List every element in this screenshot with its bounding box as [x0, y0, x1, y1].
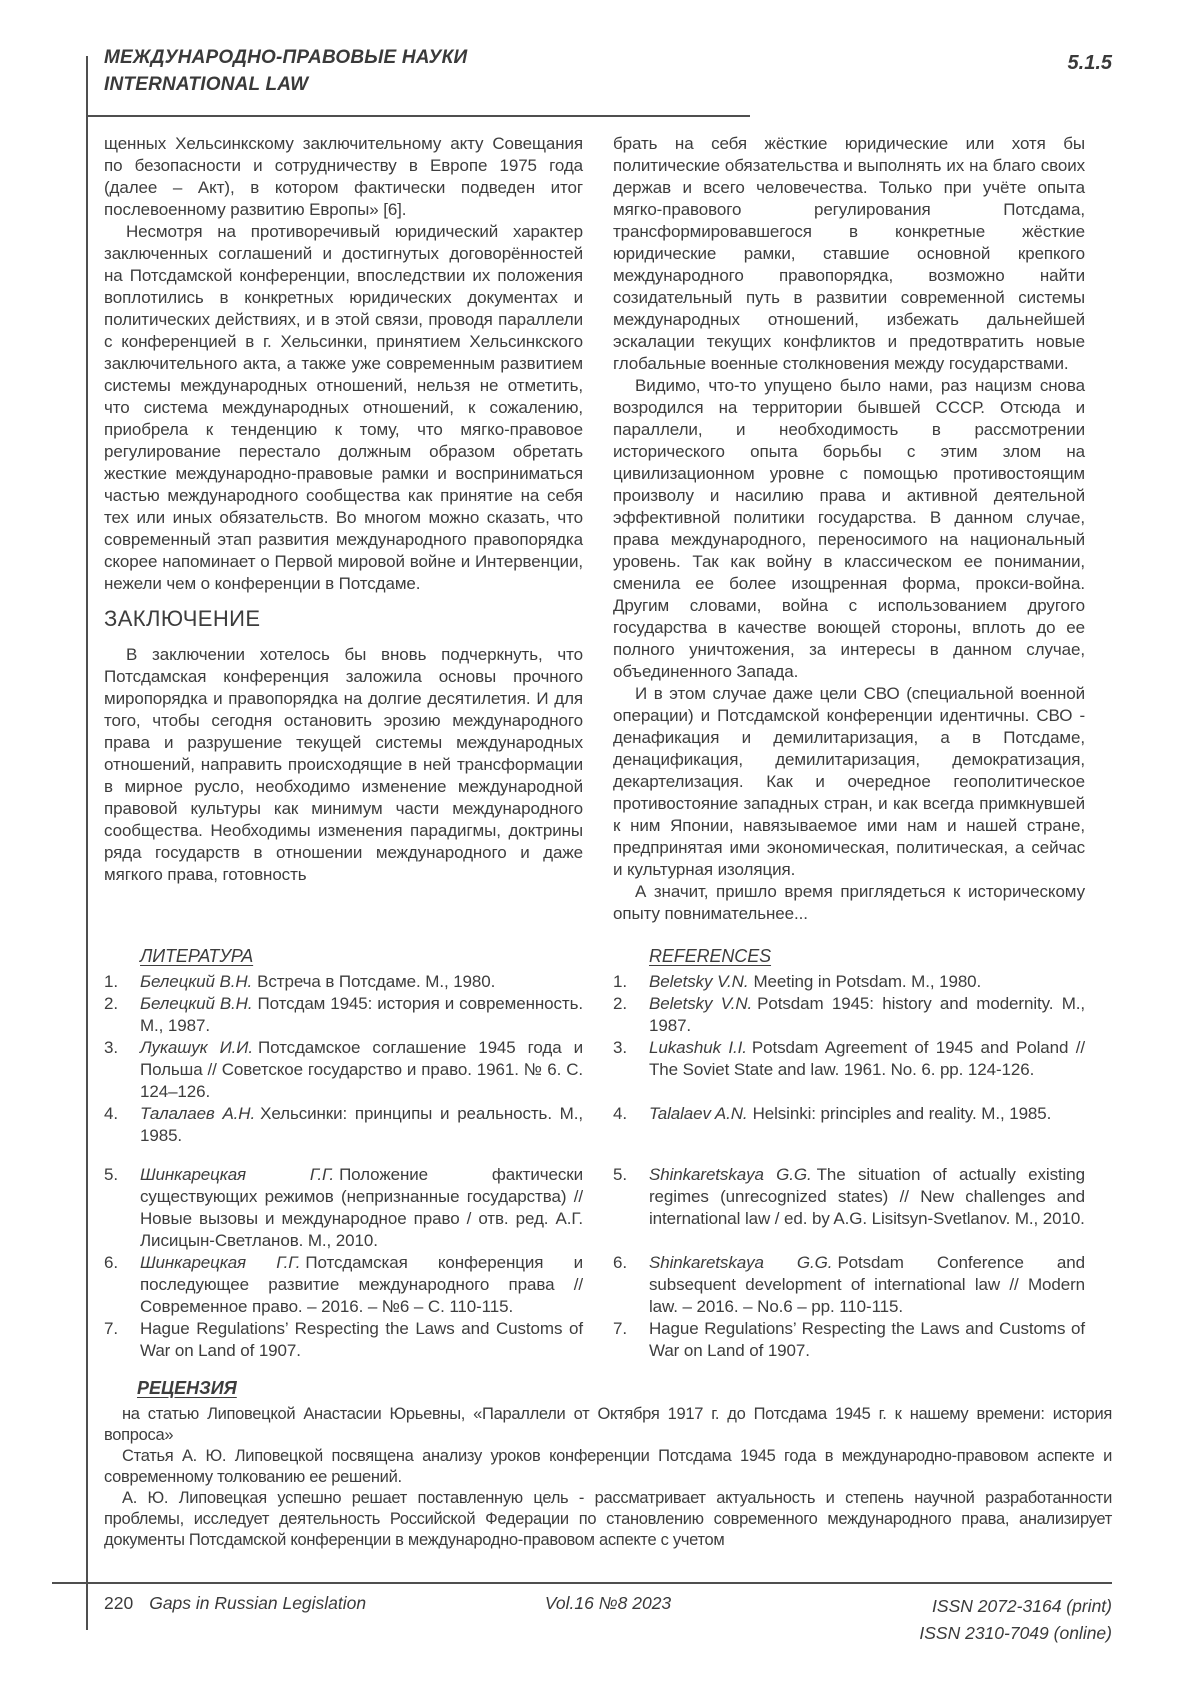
item-number: 3. — [104, 1038, 118, 1057]
item-text — [649, 1164, 1085, 1230]
issn-print: ISSN 2072-3164 (print) — [932, 1596, 1112, 1616]
left-margin-rule — [86, 56, 88, 1630]
literature-item-7 — [104, 1318, 583, 1362]
review-section — [104, 1378, 1112, 1551]
item-author: Белецкий В.Н. — [140, 972, 253, 991]
review-paragraph: на статью Липовецкой Анастасии Юрьевны, «Параллели от Октября 1917 г. до Потсдама 1945 г. к нашему времени: история вопроса» — [104, 1405, 1112, 1444]
item-author: Лукашук И.И. — [140, 1038, 253, 1057]
item-author: Белецкий В.Н. — [140, 994, 253, 1013]
conclusion-heading: ЗАКЛЮЧЕНИЕ — [104, 606, 261, 631]
literature-item-1 — [104, 971, 583, 993]
item-body: Встреча в Потсдаме. М., 1980. — [257, 972, 496, 991]
review-heading: РЕЦЕНЗИЯ — [137, 1378, 237, 1398]
references-item-2 — [613, 993, 1085, 1037]
item-text — [140, 1252, 583, 1318]
references-heading: REFERENCES — [649, 946, 772, 966]
left-column — [104, 133, 583, 925]
item-number: 4. — [104, 1104, 118, 1123]
body-paragraph: В заключении хотелось бы вновь подчеркнуть, что Потсдамская конференция заложила основы прочного миропорядка и правопорядка на долгие десятилетия. И для того, чтобы сегодня остановить эрозию международного права и разрушение текущей системы международных отношений, направить происходящие в ней трансформации в мирное русло, необходимо изменение международной правовой культуры как минимум части международного сообщества. Необходимы изменения парадигмы, доктрины ряда государств в отношении международного и даже мягкого права, готовность — [104, 645, 583, 884]
item-body: Потсдамская конференция и последующее развитие международного права // Современное право. – 2016. – №6 – С. 110-115. — [140, 1253, 583, 1316]
item-text — [140, 1103, 583, 1147]
item-text — [140, 971, 583, 993]
right-column — [613, 133, 1085, 925]
page-content — [104, 133, 1112, 1551]
item-author: Lukashuk I.I. — [649, 1038, 747, 1057]
references-item-6 — [613, 1252, 1085, 1318]
item-body: Hague Regulations’ Respecting the Laws and Customs of War on Land of 1907. — [140, 1319, 583, 1360]
item-number: 1. — [613, 972, 627, 991]
literature-heading: ЛИТЕРАТУРА — [140, 946, 254, 966]
item-author: Шинкарецкая Г.Г. — [140, 1165, 335, 1184]
item-body: Potsdam Agreement of 1945 and Poland // The Soviet State and law. 1961. No. 6. pp. 124-126. — [649, 1038, 1085, 1079]
references-item-5 — [613, 1164, 1085, 1252]
item-number: 5. — [104, 1165, 118, 1184]
literature-item-5 — [104, 1164, 583, 1252]
item-text — [649, 1318, 1085, 1362]
body-paragraph: Видимо, что-то упущено было нами, раз нацизм снова возродился на территории бывшей СССР. Отсюда и параллели, и необходимость в рассмотрении исторического опыта борьбы с этим злом на цивилизационном уровне с помощью противостоящим произволу и насилию права и активной деятельной эффективной политики государства. В данном случае, права международного, переносимого на национальный уровень. Так как войну в классическом ее понимании, сменила ее более изощренная форма, прокси-война. Другим словами, война с использованием другого государства в качестве воющей стороны, вплоть до ее полного уничтожения, за интересы в данном случае, объединенного Запада. — [613, 376, 1085, 681]
item-number: 1. — [104, 972, 118, 991]
review-paragraph: Статья А. Ю. Липовецкой посвящена анализу уроков конференции Потсдама 1945 года в международно-правовом аспекте и современному толкованию ее решений. — [104, 1447, 1112, 1486]
bibliography-section — [104, 945, 1085, 1362]
item-author: Shinkaretskaya G.G. — [649, 1253, 833, 1272]
two-column-text — [104, 133, 1085, 925]
item-text — [649, 971, 1085, 993]
item-number: 6. — [104, 1253, 118, 1272]
item-author: Шинкарецкая Г.Г. — [140, 1253, 301, 1272]
literature-item-4 — [104, 1103, 583, 1147]
footer-divider-rule — [52, 1582, 1112, 1584]
item-body: Helsinki: principles and reality. M., 1985. — [752, 1104, 1052, 1123]
item-text — [140, 1164, 583, 1252]
literature-item-2 — [104, 993, 583, 1037]
item-author: Талалаев А.Н. — [140, 1104, 256, 1123]
item-number: 4. — [613, 1104, 627, 1123]
references-item-4 — [613, 1103, 1085, 1147]
item-body: Положение фактически существующих режимов (непризнанные государства) // Новые вызовы и международное право / отв. ред. А.Г. Лисицын-Светланов. М., 2010. — [140, 1165, 583, 1250]
item-author: Talalaev A.N. — [649, 1104, 748, 1123]
item-text — [649, 1037, 1085, 1081]
item-text — [140, 1318, 583, 1362]
header-divider-rule — [86, 115, 750, 117]
item-text — [649, 1103, 1085, 1125]
rubric-en: INTERNATIONAL LAW — [104, 74, 309, 95]
page-number: 220 — [104, 1593, 134, 1613]
item-number: 2. — [613, 994, 627, 1013]
item-text — [140, 993, 583, 1037]
literature-item-3 — [104, 1037, 583, 1103]
review-paragraph: А. Ю. Липовецкая успешно решает поставленную цель - рассматривает актуальность и степень научной разработанности проблемы, исследует деятельность Российской Федерации по становлению современного международного права, анализирует документы Потсдамской конференции в международно-правовом аспекте с учетом — [104, 1489, 1112, 1549]
item-author: Beletsky V.N. — [649, 972, 749, 991]
item-author: Beletsky V.N. — [649, 994, 753, 1013]
item-body: Meeting in Potsdam. M., 1980. — [753, 972, 982, 991]
body-paragraph: А значит, пришло время приглядеться к историческому опыту повнимательнее... — [613, 882, 1085, 923]
item-text — [649, 1252, 1085, 1318]
item-number: 7. — [613, 1319, 627, 1338]
references-item-7 — [613, 1318, 1085, 1362]
references-item-1 — [613, 971, 1085, 993]
item-author: Shinkaretskaya G.G. — [649, 1165, 812, 1184]
body-paragraph: брать на себя жёсткие юридические или хотя бы политические обязательства и выполнять их на благо своих держав и всего человечества. Только при учёте опыта мягко-правового регулирования Потсдама, трансформировавшегося в конкретные жёсткие юридические рамки, ставшие основной крепкого международного правопорядка, возможно найти созидательный путь в развитии современной системы международных отношений, избежать дальнейшей эскалации текущих конфликтов и предотвратить новые глобальные военные столкновения между государствами. — [613, 134, 1085, 373]
page-header — [104, 44, 467, 98]
page-footer — [104, 1593, 1112, 1647]
rubric-ru: МЕЖДУНАРОДНО-ПРАВОВЫЕ НАУКИ — [104, 47, 468, 68]
body-paragraph: И в этом случае даже цели СВО (специальной военной операции) и Потсдамской конференции идентичны. СВО - денафикация и демилитаризация, а в Потсдаме, денацификация, демилитаризация, демократизация, декартелизация. Как и очередное геополитическое противостояние западных стран, и как всегда примкнувшей к ним Японии, навязываемое ими нам и нашей стране, предпринятая ими экономическая, политическая, а сейчас и культурная изоляция. — [613, 684, 1085, 879]
item-body: Potsdam 1945: history and modernity. M., 1987. — [649, 994, 1085, 1035]
body-paragraph: щенных Хельсинкскому заключительному акту Совещания по безопасности и сотрудничеству в Европе 1975 года (далее – Акт), в котором фактически подведен итог послевоенному развитию Европы» [6]. — [104, 134, 583, 219]
volume-issue: Vol.16 №8 2023 — [544, 1593, 672, 1613]
issn-online: ISSN 2310-7049 (online) — [919, 1623, 1112, 1643]
section-code: 5.1.5 — [1067, 52, 1112, 74]
item-number: 2. — [104, 994, 118, 1013]
item-text — [140, 1037, 583, 1103]
journal-title: Gaps in Russian Legislation — [149, 1593, 367, 1613]
literature-item-6 — [104, 1252, 583, 1318]
item-text — [649, 993, 1085, 1037]
item-number: 3. — [613, 1038, 627, 1057]
body-paragraph: Несмотря на противоречивый юридический характер заключенных соглашений и достигнутых договорённостей на Потсдамской конференции, впоследствии их положения воплотились в конкретных юридических документах и политических действиях, и в этой связи, проводя параллели с конференцией в г. Хельсинки, принятием Хельсинкского заключительного акта, а также уже современным развитием системы международных отношений, нельзя не отметить, что система международных отношений, к сожалению, приобрела к тенденцию к тому, что мягко-правовое регулирование перестало должным образом обретать жесткие международно-правовые рамки и восприниматься частью международного сообщества как принятие на себя тех или иных обязательств. Во многом можно сказать, что современный этап развития международного правопорядка скорее напоминает о Первой мировой войне и Интервенции, нежели чем о конференции в Потсдаме. — [104, 222, 583, 593]
item-body: Хельсинки: принципы и реальность. М., 1985. — [140, 1104, 583, 1145]
item-number: 5. — [613, 1165, 627, 1184]
item-body: Hague Regulations’ Respecting the Laws and Customs of War on Land of 1907. — [649, 1319, 1085, 1360]
item-number: 6. — [613, 1253, 627, 1272]
item-body: Потсдам 1945: история и современность. М., 1987. — [140, 994, 584, 1035]
item-body: The situation of actually existing regimes (unrecognized states) // New challenges and international law / ed. by A.G. Lisitsyn-Svetlanov. M., 2010. — [649, 1165, 1085, 1228]
item-number: 7. — [104, 1319, 118, 1338]
item-body: Потсдамское соглашение 1945 года и Польша // Советское государство и право. 1961. № 6. С. 124–126. — [140, 1038, 583, 1101]
item-body: Potsdam Conference and subsequent development of international law // Modern law. – 2016. – No.6 – pp. 110-115. — [649, 1253, 1085, 1316]
references-item-3 — [613, 1037, 1085, 1103]
